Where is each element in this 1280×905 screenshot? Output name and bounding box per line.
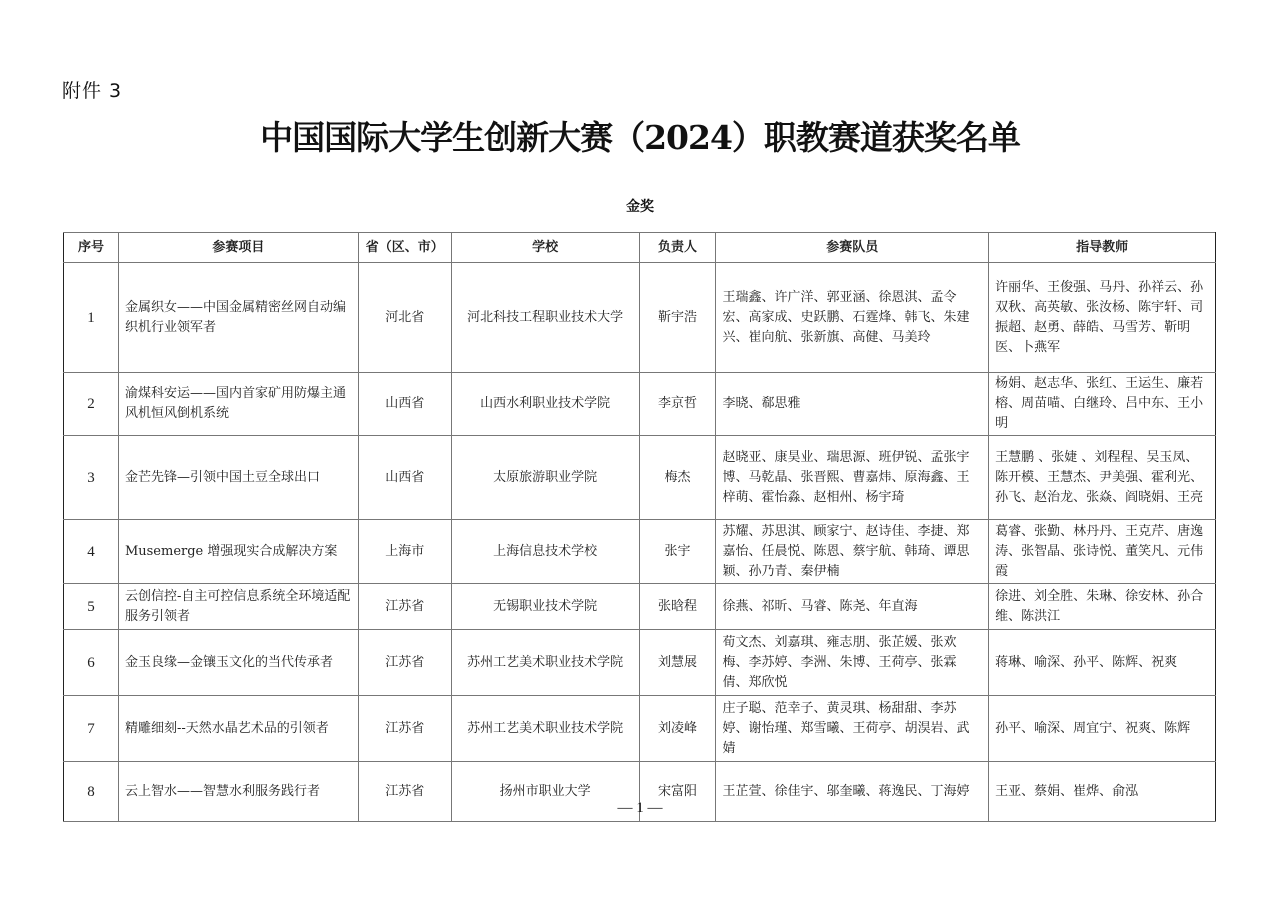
province: 江苏省: [358, 630, 451, 696]
awards-table: [63, 232, 1216, 822]
section-title: 金奖: [626, 199, 654, 215]
advisors: 王慧鹏 、张婕 、刘程程、吴玉凤、陈开模、王慧杰、尹美强、霍利光、孙飞、赵治龙、张焱、阎晓娟、王亮: [989, 436, 1216, 520]
school: 无锡职业技术学院: [451, 584, 639, 630]
row-number: 8: [64, 762, 119, 822]
advisors: 杨娟、赵志华、张红、王运生、廉若榕、周苗喵、白继玲、吕中东、王小明: [989, 373, 1216, 436]
province: 上海市: [358, 520, 451, 584]
column-header-members: 参赛队员: [716, 233, 989, 263]
province: 河北省: [358, 263, 451, 373]
table-row: [64, 263, 1216, 373]
leader: 刘慧展: [639, 630, 716, 696]
advisors: 徐进、刘全胜、朱琳、徐安林、孙合维、陈洪江: [989, 584, 1216, 630]
province: 江苏省: [358, 762, 451, 822]
school: 苏州工艺美术职业技术学院: [451, 630, 639, 696]
table-header-row: [64, 233, 1216, 263]
project-name: 金芒先锋—引领中国土豆全球出口: [118, 436, 358, 520]
table-row: [64, 584, 1216, 630]
leader: 刘凌峰: [639, 696, 716, 762]
team-members: 王芷萱、徐佳宇、邬奎曦、蒋逸民、丁海婷: [716, 762, 989, 822]
advisors: 葛睿、张勤、林丹丹、王克芹、唐逸涛、张智晶、张诗悦、董笑凡、元伟霞: [989, 520, 1216, 584]
document-title: 中国国际大学生创新大赛（2024）职教赛道获奖名单: [260, 118, 1020, 157]
attachment-label: 附件 3: [62, 80, 123, 102]
team-members: 徐燕、祁昕、马睿、陈尧、年直海: [716, 584, 989, 630]
advisors: 王亚、蔡娟、崔烨、俞泓: [989, 762, 1216, 822]
project-name: 云上智水——智慧水利服务践行者: [118, 762, 358, 822]
province: 山西省: [358, 436, 451, 520]
row-number: 7: [64, 696, 119, 762]
leader: 张宇: [639, 520, 716, 584]
row-number: 4: [64, 520, 119, 584]
column-header-advisors: 指导教师: [989, 233, 1216, 263]
team-members: 李晓、郗思雅: [716, 373, 989, 436]
team-members: 荀文杰、刘嘉琪、雍志朋、张芷媛、张欢梅、李苏婷、李洲、朱博、王荷亭、张霖倩、郑欣悦: [716, 630, 989, 696]
leader: 靳宇浩: [639, 263, 716, 373]
school: 上海信息技术学校: [451, 520, 639, 584]
column-header-project: 参赛项目: [118, 233, 358, 263]
row-number: 6: [64, 630, 119, 696]
team-members: 赵晓亚、康昊业、瑞思源、班伊锐、孟张宇博、马乾晶、张晋熙、曹嘉炜、原海鑫、王梓萌、霍怡淼、赵相州、杨宇琦: [716, 436, 989, 520]
school: 山西水利职业技术学院: [451, 373, 639, 436]
column-header-no: 序号: [64, 233, 119, 263]
column-header-school: 学校: [451, 233, 639, 263]
school: 太原旅游职业学院: [451, 436, 639, 520]
team-members: 苏耀、苏思淇、顾家宁、赵诗佳、李捷、郑嘉怡、任晨悦、陈恩、蔡宇航、韩琦、谭思颖、孙乃青、秦伊楠: [716, 520, 989, 584]
project-name: 云创信控-自主可控信息系统全环境适配服务引领者: [118, 584, 358, 630]
table-row: [64, 373, 1216, 436]
school: 河北科技工程职业技术大学: [451, 263, 639, 373]
column-header-province: 省（区、市）: [358, 233, 451, 263]
project-name: Musemerge 增强现实合成解决方案: [118, 520, 358, 584]
province: 江苏省: [358, 696, 451, 762]
province: 江苏省: [358, 584, 451, 630]
team-members: 庄子聪、范幸子、黄灵琪、杨甜甜、李苏婷、谢怡瑾、郑雪曦、王荷亭、胡淏岩、武婧: [716, 696, 989, 762]
column-header-leader: 负责人: [639, 233, 716, 263]
leader: 宋富阳: [639, 762, 716, 822]
school: 扬州市职业大学: [451, 762, 639, 822]
school: 苏州工艺美术职业技术学院: [451, 696, 639, 762]
project-name: 金属织女——中国金属精密丝网自动编织机行业领军者: [118, 263, 358, 373]
province: 山西省: [358, 373, 451, 436]
table-row: [64, 520, 1216, 584]
table-row: [64, 436, 1216, 520]
project-name: 金玉良缘—金镶玉文化的当代传承者: [118, 630, 358, 696]
table-row: [64, 696, 1216, 762]
table-row: [64, 630, 1216, 696]
row-number: 1: [64, 263, 119, 373]
project-name: 渝煤科安运——国内首家矿用防爆主通风机恒风倒机系统: [118, 373, 358, 436]
advisors: 孙平、喻深、周宜宁、祝爽、陈辉: [989, 696, 1216, 762]
row-number: 3: [64, 436, 119, 520]
leader: 梅杰: [639, 436, 716, 520]
leader: 张晗程: [639, 584, 716, 630]
leader: 李京哲: [639, 373, 716, 436]
page-number: — 1 —: [617, 800, 663, 816]
advisors: 许丽华、王俊强、马丹、孙祥云、孙双秋、高英敏、张汝杨、陈宇轩、司振超、赵勇、薛皓、马雪芳、靳明医、卜燕军: [989, 263, 1216, 373]
project-name: 精雕细刻--天然水晶艺术品的引领者: [118, 696, 358, 762]
row-number: 2: [64, 373, 119, 436]
team-members: 王瑞鑫、许广洋、郭亚涵、徐恩淇、孟令宏、高家成、史跃鹏、石霆烽、韩飞、朱建兴、崔向航、张新旗、高健、马美玲: [716, 263, 989, 373]
row-number: 5: [64, 584, 119, 630]
advisors: 蒋琳、喻深、孙平、陈辉、祝爽: [989, 630, 1216, 696]
